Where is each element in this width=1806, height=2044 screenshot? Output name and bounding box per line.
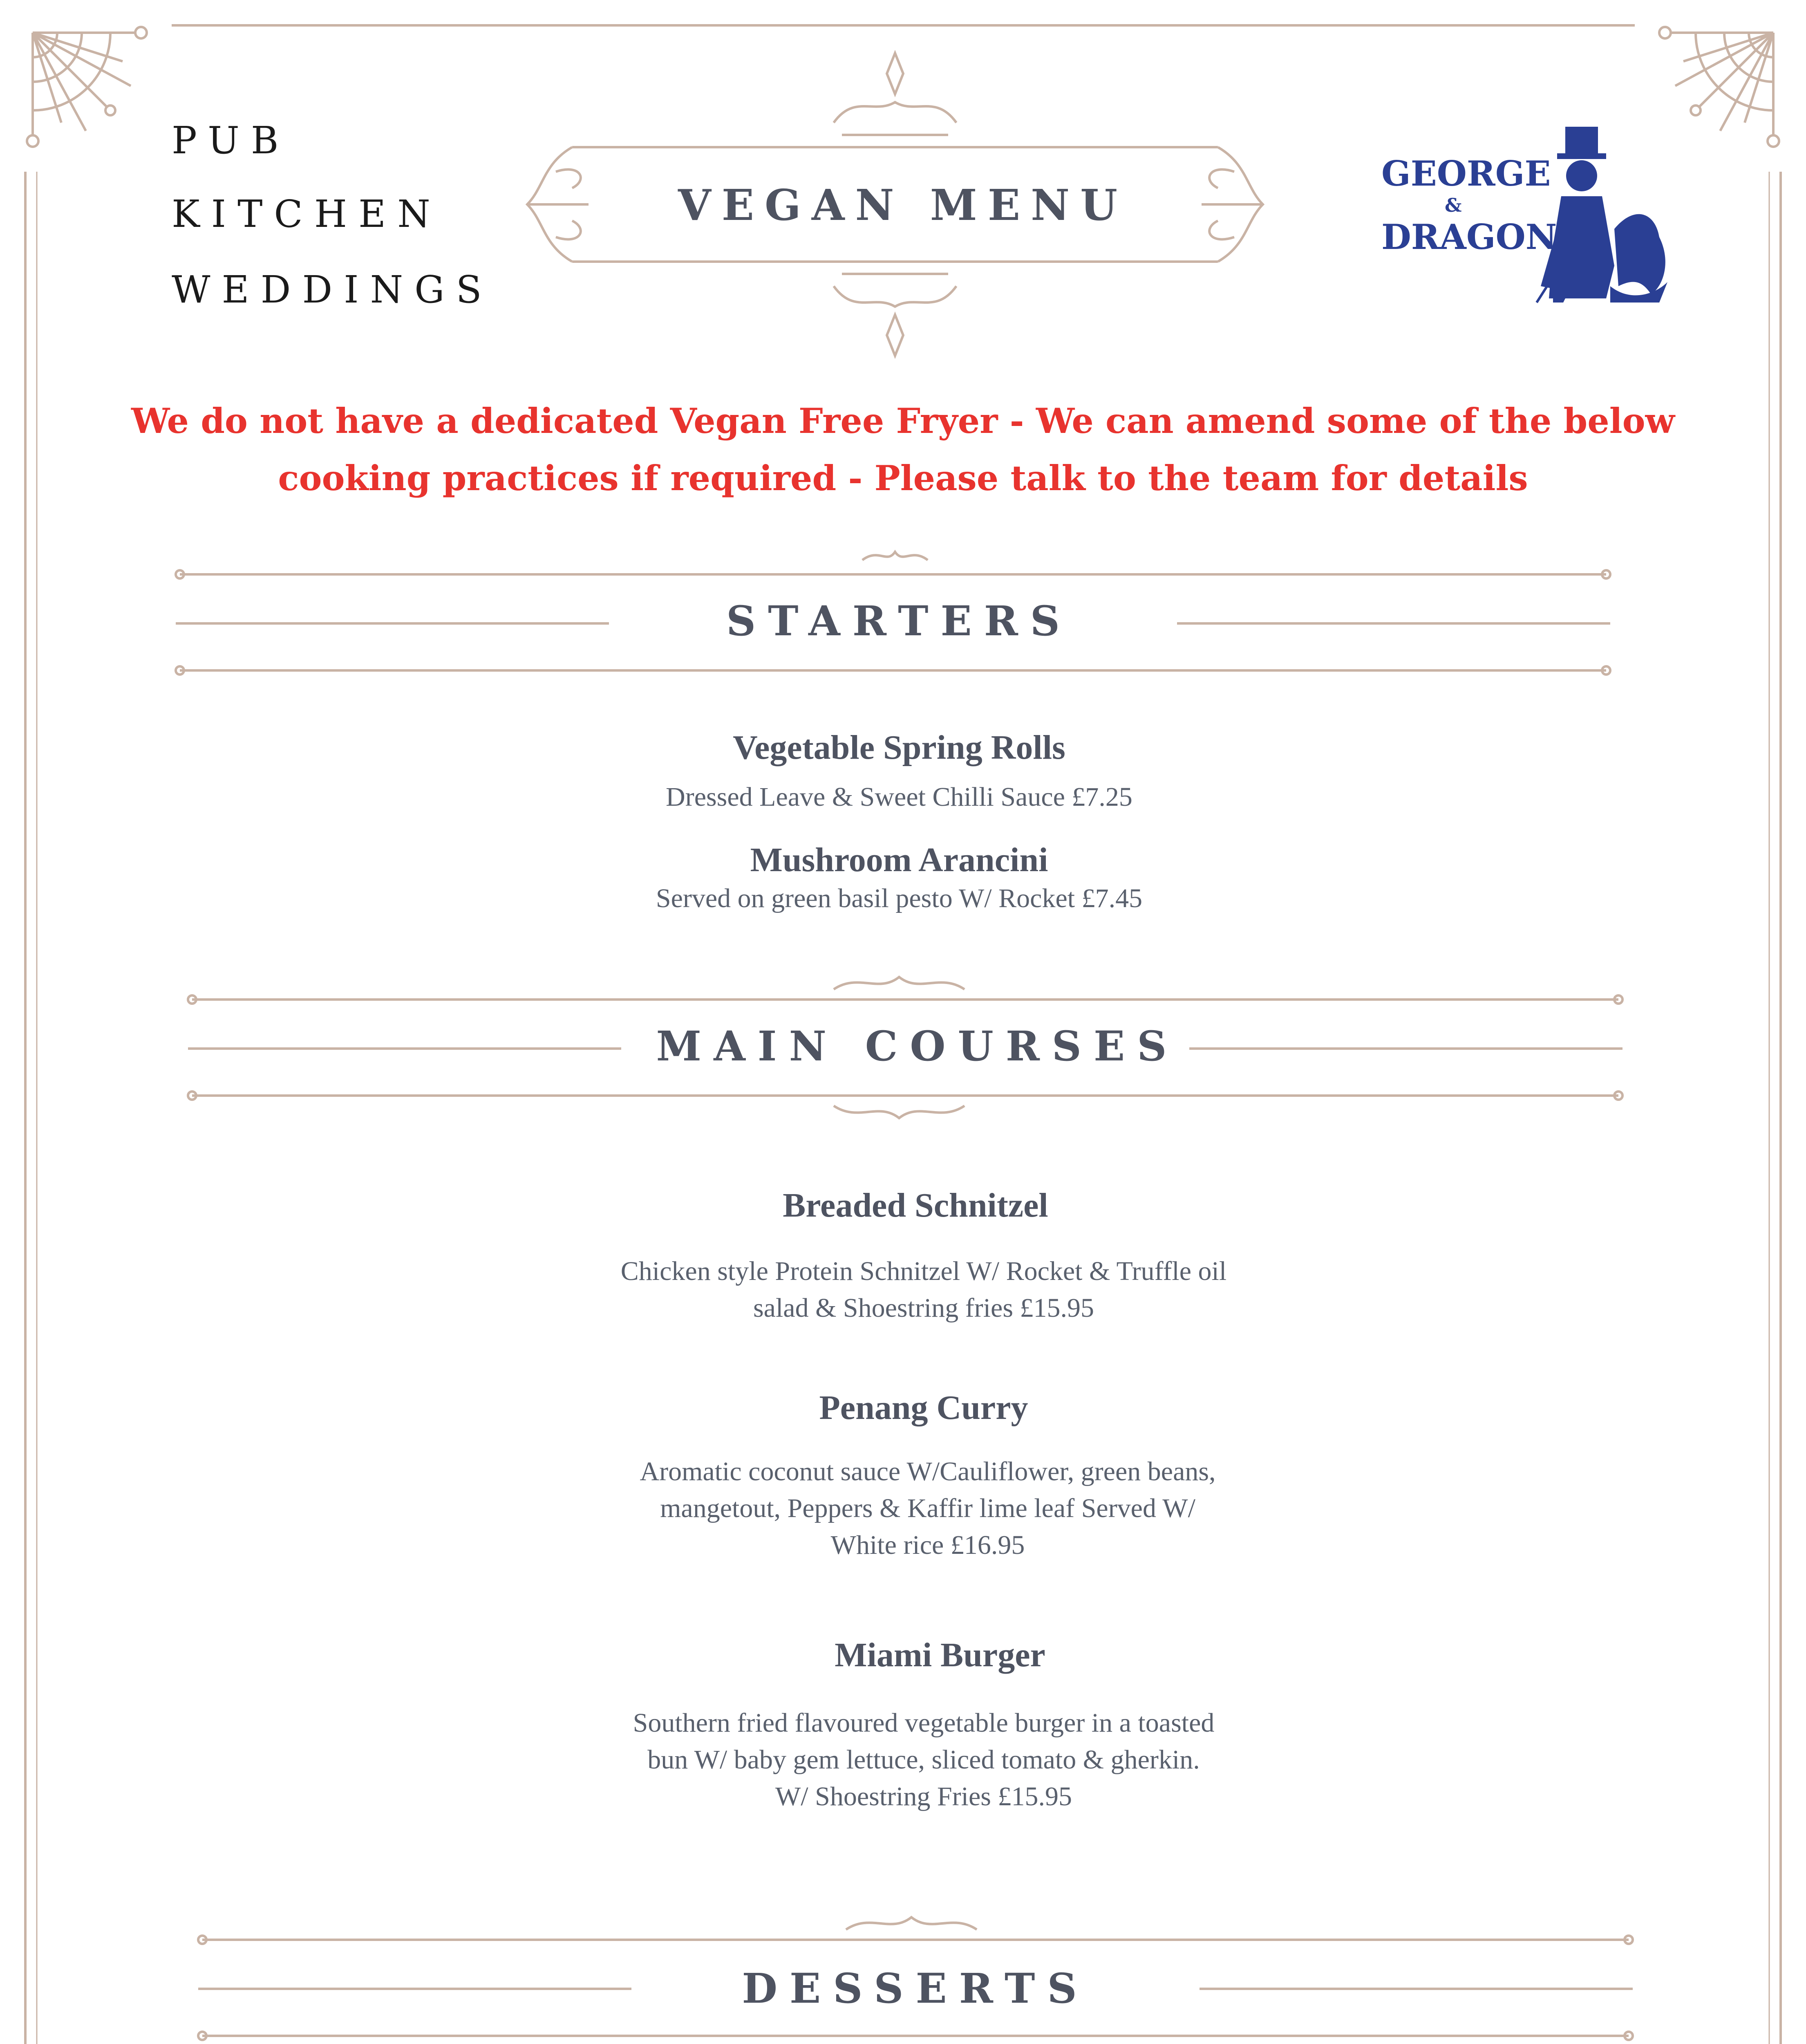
header-nav-weddings: WEDDINGS <box>172 268 493 312</box>
dish-description: Dressed Leave & Sweet Chilli Sauce £7.25 <box>666 782 1132 812</box>
dish-description: White rice £16.95 <box>830 1530 1025 1560</box>
dish-description: mangetout, Peppers & Kaffir lime leaf Served W/ <box>660 1493 1195 1523</box>
header-nav-pub: PUB <box>172 119 290 162</box>
menu-title: VEGAN MENU <box>678 180 1128 230</box>
dish-name: Mushroom Arancini <box>750 841 1048 879</box>
dish-description: bun W/ baby gem lettuce, sliced tomato & gherkin. <box>647 1745 1200 1775</box>
section-title-main-courses: MAIN COURSES <box>656 1022 1179 1070</box>
dish-name: Vegetable Spring Rolls <box>733 728 1065 766</box>
dish-name: Miami Burger <box>835 1636 1045 1674</box>
logo-text-ampersand: & <box>1445 194 1462 216</box>
dish-description: salad & Shoestring fries £15.95 <box>753 1293 1094 1323</box>
fryer-notice-line-1: We do not have a dedicated Vegan Free Fryer - We can amend some of the below <box>131 401 1675 441</box>
section-title-desserts: DESSERTS <box>742 1964 1089 2013</box>
logo-text-dragon: DRAGON <box>1381 217 1557 257</box>
header-nav-kitchen: KITCHEN <box>172 192 442 236</box>
section-title-starters: STARTERS <box>726 597 1072 645</box>
dish-description: Southern fried flavoured vegetable burger in a toasted <box>633 1708 1215 1738</box>
dish-name: Breaded Schnitzel <box>783 1186 1048 1224</box>
dish-description: Aromatic coconut sauce W/Cauliflower, green beans, <box>640 1457 1216 1486</box>
dish-description: W/ Shoestring Fries £15.95 <box>775 1782 1072 1811</box>
dish-description: Served on green basil pesto W/ Rocket £7.45 <box>656 883 1143 913</box>
logo-text-george: GEORGE <box>1381 153 1551 194</box>
fryer-notice-line-2: cooking practices if required - Please talk to the team for details <box>278 458 1528 498</box>
dish-description: Chicken style Protein Schnitzel W/ Rocket & Truffle oil <box>620 1256 1227 1286</box>
dish-name: Penang Curry <box>819 1389 1028 1427</box>
corner-ornament-top-right <box>1659 27 1779 147</box>
corner-ornament-top-left <box>27 27 147 147</box>
